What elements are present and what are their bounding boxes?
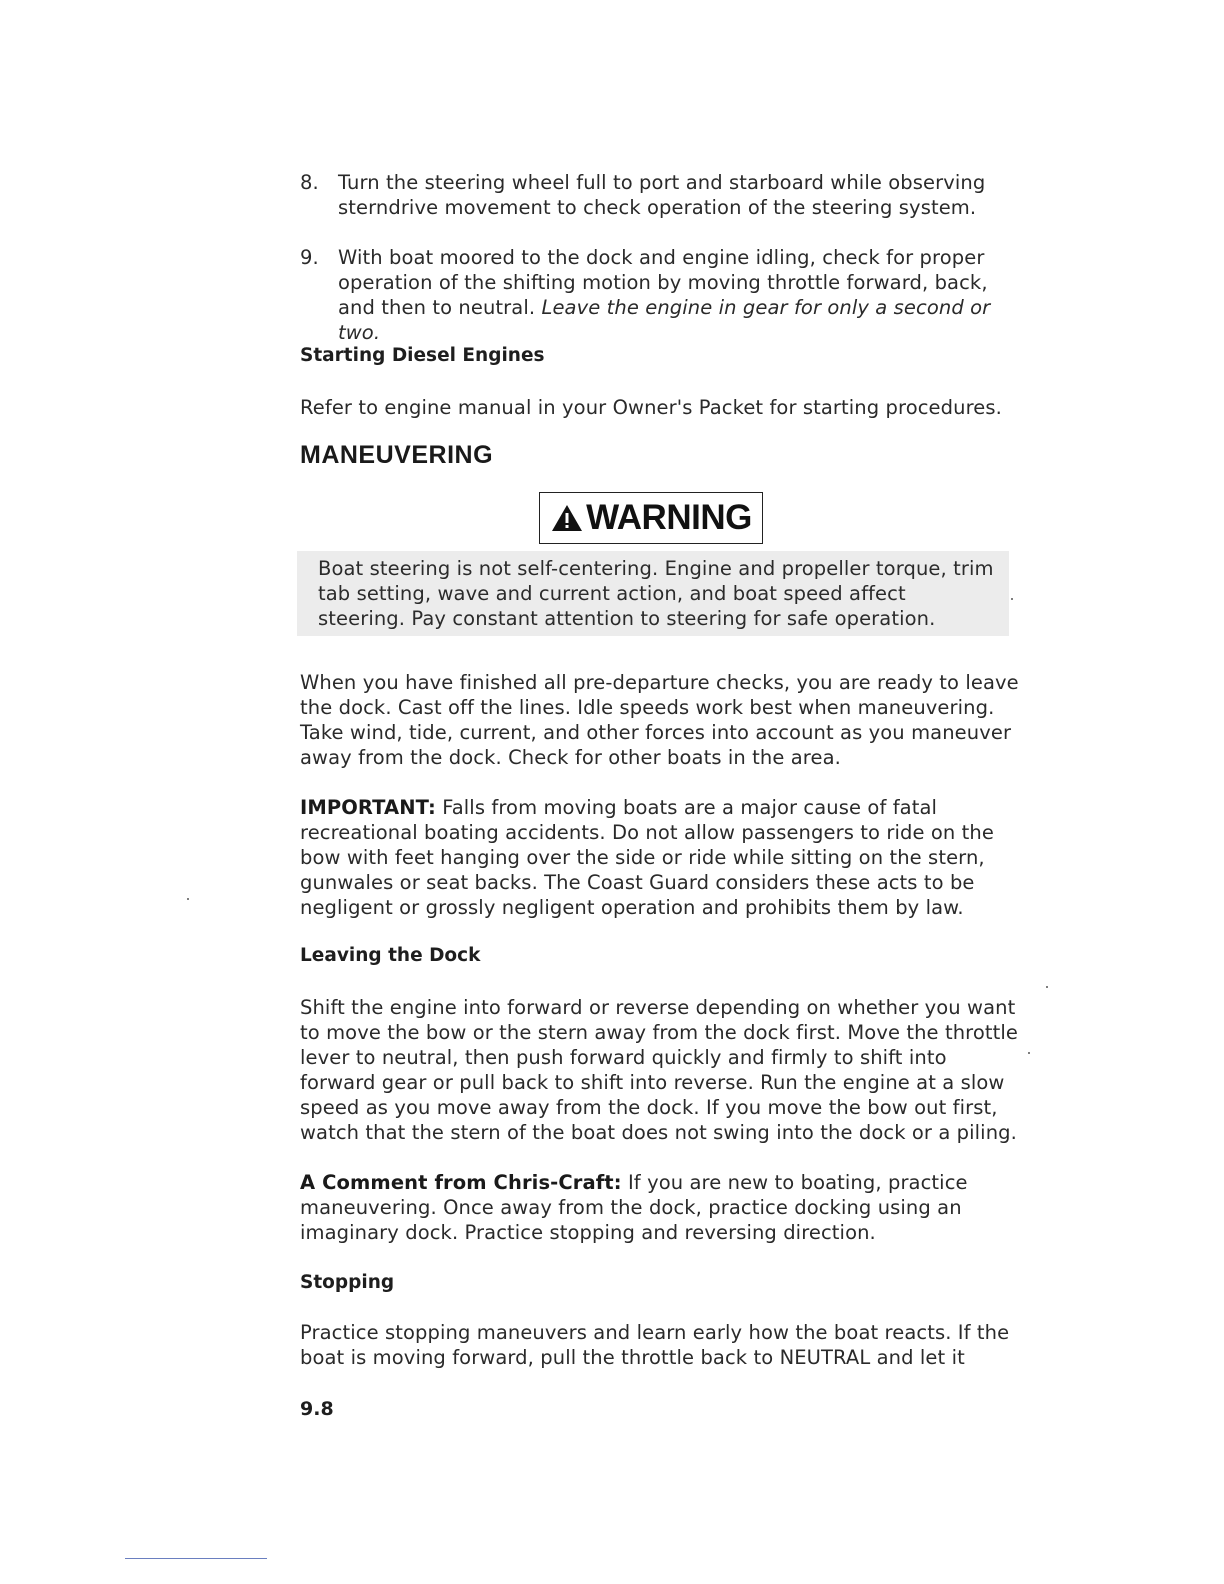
comment-label: A Comment from Chris-Craft: xyxy=(300,1171,622,1194)
paragraph-starting-diesel: Refer to engine manual in your Owner's Packet for starting procedures. xyxy=(300,396,1002,419)
paragraph-comment xyxy=(300,1170,1020,1245)
scan-speck xyxy=(187,898,189,900)
section-heading-stopping: Stopping xyxy=(300,1272,395,1293)
warning-label: WARNING xyxy=(586,498,752,537)
important-label: IMPORTANT: xyxy=(300,796,436,819)
paragraph-maneuvering-intro: When you have finished all pre-departure checks, you are ready to leave the dock. Cast off the lines. Idle speeds work best when maneuvering. Take wind, tide, current, and other forces into account as you maneuver away from the dock. Check for other boats in the area. xyxy=(300,671,1019,769)
warning-message: Boat steering is not self-centering. Engine and propeller torque, trim tab setting, wave and current action, and boat speed affect steering. Pay constant attention to steering for safe operation. xyxy=(318,557,994,630)
section-heading-maneuvering: MANEUVERING xyxy=(300,441,494,469)
section-heading-leaving-dock: Leaving the Dock xyxy=(300,945,481,966)
comment-text: If you are new to boating, practice maneuvering. Once away from the dock, practice docking using an imaginary dock. Practice stopping and reversing direction. xyxy=(300,1171,968,1244)
step-text-container xyxy=(338,245,1020,345)
scan-speck xyxy=(1028,1052,1030,1054)
scan-speck xyxy=(1046,986,1048,988)
list-item-step-9 xyxy=(300,245,1020,345)
step-number: 8. xyxy=(300,171,319,194)
scan-speck xyxy=(1011,598,1013,600)
page-number: 9.8 xyxy=(300,1398,334,1420)
paragraph-stopping: Practice stopping maneuvers and learn early how the boat reacts. If the boat is moving forward, pull the throttle back to NEUTRAL and let it xyxy=(300,1321,1010,1369)
step-text: Turn the steering wheel full to port and starboard while observing sterndrive movement to check operation of the steering system. xyxy=(338,171,986,219)
important-text: Falls from moving boats are a major cause of fatal recreational boating accidents. Do not allow passengers to ride on the bow with feet hanging over the side or ride while sitting on the stern, gunwales or seat backs. The Coast Guard considers these acts to be negligent or grossly negligent operation and prohibits them by law. xyxy=(300,796,994,919)
footer-rule xyxy=(125,1558,267,1559)
step-text: With boat moored to the dock and engine idling, check for proper operation of the shifting motion by moving throttle forward, back, and then to neutral. xyxy=(338,246,988,319)
warning-label-box xyxy=(539,492,763,544)
step-emphasis: Leave the engine in gear for only a second or two. xyxy=(338,296,991,344)
paragraph-important xyxy=(300,795,1020,920)
section-heading-starting-diesel: Starting Diesel Engines xyxy=(300,345,545,366)
warning-message-box xyxy=(297,551,1009,636)
step-number: 9. xyxy=(300,246,319,269)
paragraph-leaving-dock: Shift the engine into forward or reverse depending on whether you want to move the bow or the stern away from the dock first. Move the throttle lever to neutral, then push forward quickly and firmly to shift into forward gear or pull back to shift into reverse. Run the engine at a slow speed as you move away from the dock. If you move the bow out first, watch that the stern of the boat does not swing into the dock or a piling. xyxy=(300,996,1018,1144)
warning-triangle-icon xyxy=(550,503,584,533)
list-item-step-8 xyxy=(300,170,1020,220)
